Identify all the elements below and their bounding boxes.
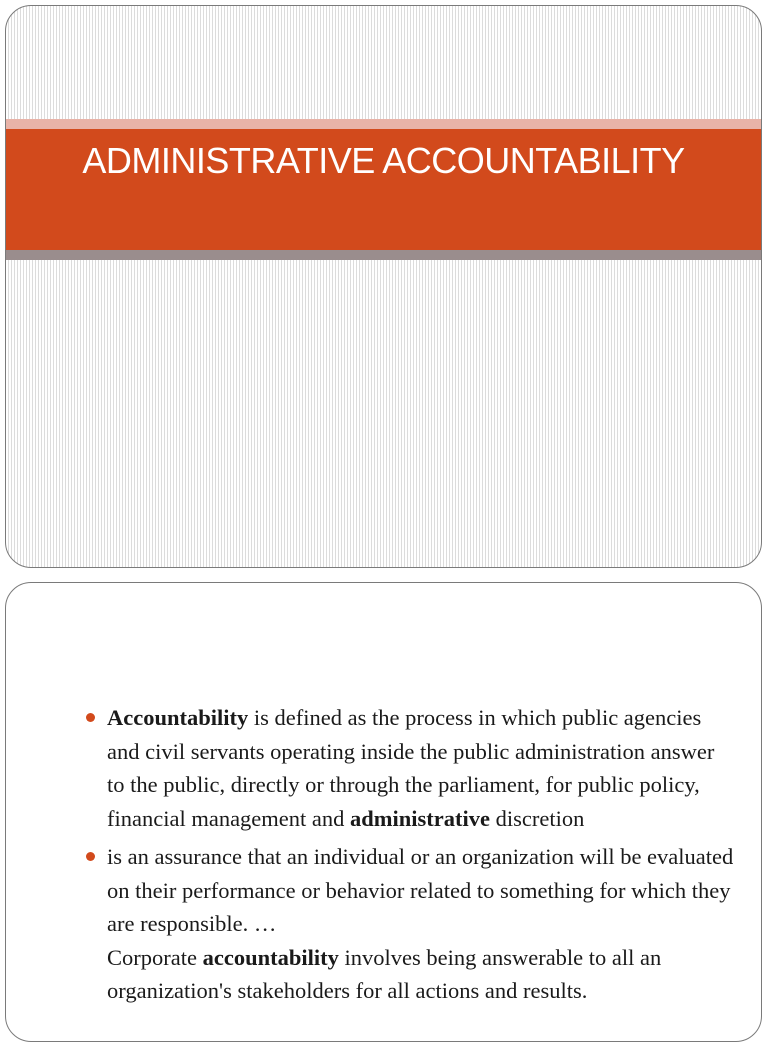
slide-title: ADMINISTRATIVE ACCOUNTABILITY	[82, 140, 685, 181]
bullet-text: involves being answerable to all an organization's stakeholders for all actions and results.	[107, 944, 662, 1003]
title-band-top-stripe	[6, 119, 761, 129]
content-slide	[5, 582, 762, 1042]
bullet-bold-term: accountability	[202, 944, 339, 970]
title-band-bottom-stripe	[6, 250, 761, 260]
bullet-dot-icon	[86, 713, 95, 722]
bullet-text: discretion	[490, 805, 585, 831]
bullet-text: is an assurance that an individual or an organization will be evaluated on their performance or behavior related to something for which they are responsible. …	[107, 844, 734, 936]
bullet-bold-term: Accountability	[107, 705, 249, 730]
bullet-list	[86, 701, 736, 1013]
bullet-item	[86, 701, 736, 835]
bullet-dot-icon	[86, 852, 95, 861]
title-slide	[5, 5, 762, 568]
bullet-text: is defined as the process in which public agencies and civil servants operating inside the public administration answer to the public, directly or through the parliament, for public policy, financial management and	[107, 705, 715, 831]
bullet-item	[86, 840, 736, 1008]
bullet-text: Corporate	[107, 944, 203, 970]
bullet-bold-term: administrative	[350, 805, 491, 831]
